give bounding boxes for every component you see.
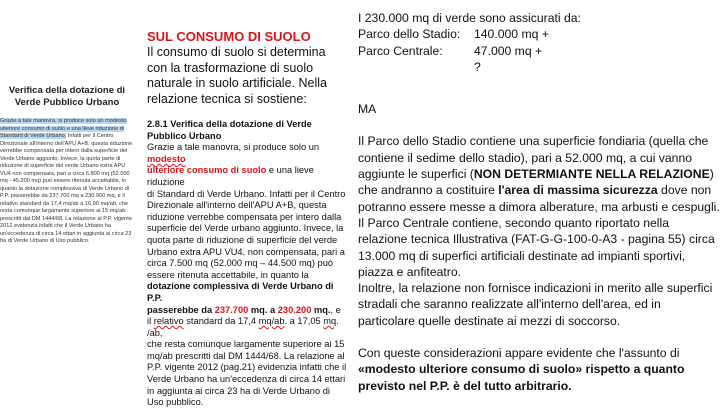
value-237700: 237.700	[214, 304, 249, 315]
para-text: dove non potranno essere messe a dimora alberature, ma arbusti e cespugli.	[358, 183, 720, 214]
excerpt-title: Verifica della dotazione di Verde Pubblico Urbano	[8, 85, 126, 108]
quote-dotazione: dotazione complessiva di Verde Urbano di P.P.	[147, 281, 334, 303]
value-230200: 230.200	[277, 304, 312, 315]
quote-paragraph-2: che resta comunque largamente superiore ai 15 mq/ab prescritti dal DM 1444/68. La relazione al P.P. vigente 2012 (pag.21) evidenzia infatti che il Verde Urbano ha un'eccedenza di circa 14 ettari in aggiunta ai circa 23 ha di Verde Urbano di Uso pubblico.	[147, 339, 347, 408]
scanned-excerpt	[0, 85, 140, 246]
para-bold: rispetto a quanto previsto nel P.P. è del tutto arbitrario.	[358, 362, 685, 393]
paragraph-conclusione	[358, 345, 720, 394]
quote-text: mq/ab	[258, 316, 285, 327]
excerpt-highlight: Grazie a tale manovra, si produce solo un modesto ulteriore consumo di suolo e una lieve riduzione di Standard di Verde Urbano.	[0, 118, 127, 139]
section-heading: SUL CONSUMO DI SUOLO	[147, 29, 311, 44]
quote-text: passerebbe da	[147, 304, 215, 315]
quote-ulteriore: ulteriore consumo di suolo	[147, 165, 267, 176]
quote-text: e una lieve riduzione	[147, 165, 314, 187]
parco-stadio-value: 140.000 mq +	[474, 27, 549, 42]
quote-modesto: modesto	[147, 153, 186, 164]
row-parco-stadio	[358, 26, 720, 42]
row-parco-centrale	[358, 43, 720, 59]
para-bold: l'area di massima sicurezza	[498, 183, 658, 198]
para-bold: «modesto ulteriore consumo di suolo»	[358, 362, 583, 377]
quote-text: . /ab,	[147, 316, 339, 338]
quote-text: mq	[323, 316, 337, 327]
quote-text: . a 17,05	[284, 316, 324, 327]
quote-text: Grazie a tale manovra, si produce solo un	[147, 142, 320, 153]
paragraph-stradali: Inoltre, la relazione non fornisce indicazioni in merito alle superfici stradali che saranno realizzate all'interno dell'area, ed in particolare quelle destinate ai mezzi di soccorso.	[358, 281, 713, 328]
para-text: Il Parco dello Stadio contiene una superficie fondiaria (quella che contiene il sedime dello stadio), pari a 52.000 mq, a cui vanno aggiunte le superfici (	[358, 134, 709, 182]
quote-text: relativo	[153, 316, 184, 327]
excerpt-body	[0, 118, 136, 246]
parco-centrale-label: Parco Centrale:	[358, 43, 443, 58]
quote-text: mq.	[311, 304, 331, 315]
question-mark: ?	[474, 59, 481, 74]
parco-centrale-value: 47.000 mq +	[474, 43, 543, 58]
intro-text: Il consumo di suolo si determina con la trasformazione di suolo naturale in suolo artificiale. Nella relazione tecnica si sostiene:	[147, 45, 327, 106]
quote-section-title: 2.8.1 Verifica della dotazione di Verde Pubblico Urbano	[147, 119, 312, 141]
quote-text: standard da 17,4	[183, 316, 259, 327]
para-text: Con queste considerazioni appare evidente che l'assunto di	[358, 346, 680, 361]
excerpt-text: Infatti per il Centro Direzionale all'interno dell'APU A+B, questa riduzione verrebbe compensata per intero dalla superficie del Verde Urbano aggiunto. Invece, la quota parte di riduzione di superficie del verde Urbano extra APU VU4 non compensata, pari a circa 6.800 mq (52.000 mq - 45.200 mq) può essere ritenuta accettabile, in quanto la dotazione complessiva di Verde Urbano di P.P. passerebbe da 237.700 mq a 230.900 mq, e il relativo standard da 17,4 mq/ab a 16,90 mq/ab, che resta comunque largamente superiore ai 15 mq/ab prescritti dal DM 1444/68. La relazione al P.P. vigente 2012 evidenzia infatti che il Verde Urbano ha un'eccedenza di circa 14 ettari in aggiunta ai circa 23 ha di Verde Urbano di Uso pubblico.	[0, 133, 133, 244]
quote-text: di Standard di Verde Urbano. Infatti per il Centro Direzionale all'interno dell'APU A+B, questa riduzione verrebbe compensata per intero dalla superficie del Verde urbano aggiunto. Invece, la quota parte di riduzione di superficie del verde Urbano extra APU VU4. non compensata, pari a circa 7.500 mq (52.000 mq – 44.500 mq) può essere ritenuta accettabile, in quanto la	[147, 188, 346, 280]
row-question	[358, 59, 720, 75]
para-text: ) che andranno a costituire	[358, 167, 714, 198]
ma-label: MA	[358, 102, 377, 117]
quote-text: mq. a	[248, 304, 278, 315]
verde-intro: I 230.000 mq di verde sono assicurati da:	[358, 11, 581, 25]
middle-column	[147, 29, 347, 409]
parco-stadio-label: Parco dello Stadio:	[358, 27, 461, 42]
paragraph-centrale: Il Parco Centrale contiene, secondo quanto riportato nella relazione tecnica Illustrativa (FAT-G-G-100-0-A3 - pagina 55) circa 13.000 mq di superfici artificiali destinate ad impianti sportivi, piazza e anfiteatro.	[358, 215, 715, 279]
quote-paragraph	[147, 142, 347, 339]
quote-text: , e il	[147, 304, 341, 327]
para-bold: NON DETERMIANTE NELLA RELAZIONE	[473, 167, 710, 182]
right-column	[358, 10, 720, 394]
paragraph-stadio	[358, 133, 720, 214]
